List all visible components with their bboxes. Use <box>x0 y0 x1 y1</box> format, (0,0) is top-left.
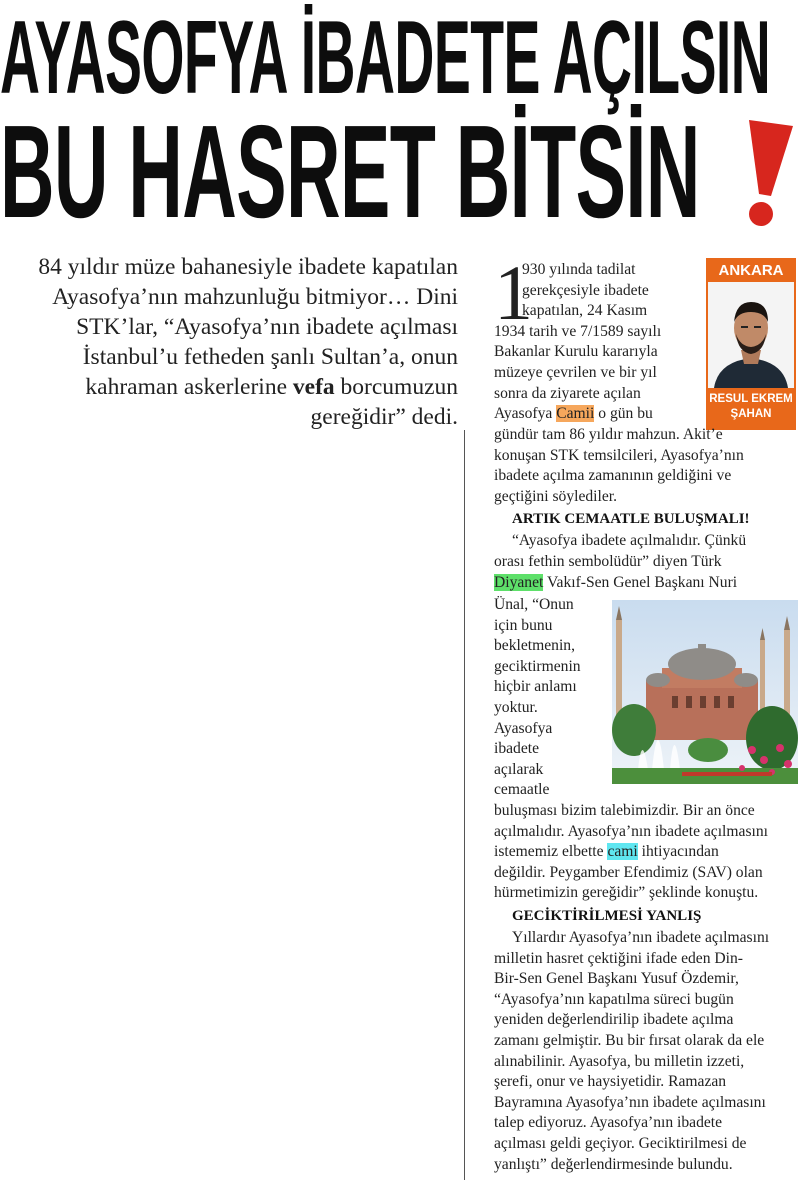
article-body <box>494 425 796 593</box>
wrap-line: cemaatle <box>494 781 550 799</box>
highlight-diyanet: Diyanet <box>494 573 544 591</box>
reporter-name-line-1: RESUL EKREM <box>709 393 793 405</box>
body-line <box>494 842 796 863</box>
body-line: konuşan STK temsilcileri, Ayasofya’nın <box>494 446 744 464</box>
body-line: hürmetimizin gereğidir” şeklinde konuştu. <box>494 884 759 902</box>
intro-line: gerekçesiyle ibadete <box>522 281 649 299</box>
body-line: “Ayasofya’nın kapatılma süreci bugün <box>494 990 734 1008</box>
body-line: Bayramına Ayasofya’nın ibadete açılmasını <box>494 1093 766 1111</box>
body-line: geçtiğini söylediler. <box>494 487 617 505</box>
lead-text-2: borcumuzun gereğidir” dedi. <box>310 374 458 430</box>
body-line: yeniden değerlendirilip ibadete açılma <box>494 1011 734 1029</box>
reporter-city: ANKARA <box>708 260 794 282</box>
intro-text: o gün bu <box>594 405 653 423</box>
wrap-line: Ünal, “Onun <box>494 596 574 613</box>
body-line: açılmalıdır. Ayasofya’nın ibadete açılmasını <box>494 822 768 840</box>
body-line: gündür tam 86 yıldır mahzun. Akit’e <box>494 426 723 443</box>
reporter-photo <box>708 282 794 388</box>
intro-line: kapatılan, 24 Kasım <box>522 302 648 320</box>
mosque-icon <box>612 600 798 784</box>
reporter-box <box>706 258 796 430</box>
lead-text-1: 84 yıldır müze bahanesiyle ibadete kapatılan Ayasofya’nın mahzunluğu bitmiyor… Dini STK’lar, “Ayasofya’nın ibadete açılması İstanbul’u fetheden şanlı Sultan’a, onun kahraman askerlerine <box>38 254 458 400</box>
highlight-camii: Camii <box>556 405 595 423</box>
article-body-lower <box>494 801 796 1175</box>
exclamation-icon <box>735 116 797 232</box>
body-line: milletin hasret çektiğini ifade eden Din- <box>494 949 743 967</box>
body-line: buluşması bizim talebimizdir. Bir an önce <box>494 802 755 819</box>
body-line: yanlıştı” değerlendirmesinde bulundu. <box>494 1155 733 1173</box>
body-line: değildir. Peygamber Efendimiz (SAV) olan <box>494 863 763 881</box>
wrap-line: açılarak <box>494 760 544 778</box>
highlight-cami: cami <box>607 843 638 861</box>
wrap-line: ibadete <box>494 740 540 758</box>
body-line: zamanı gelmiştir. Bu bir fırsat olarak da ele <box>494 1031 765 1049</box>
intro-line: müzeye çevrilen ve bir yıl <box>494 363 657 381</box>
lead-bold-word: vefa <box>292 374 335 400</box>
wrap-line: için bunu <box>494 616 553 634</box>
subheading-1: ARTIK CEMAATLE BULUŞMALI! <box>512 511 750 528</box>
body-line: şerefi, onur ve haysiyetidir. Ramazan <box>494 1073 727 1091</box>
body-line: ibadete açılma zamanının geldiğini ve <box>494 467 732 485</box>
intro-line: sonra da ziyarete açılan <box>494 384 641 402</box>
body-line: orası fethin sembolüdür” diyen Türk <box>494 552 722 570</box>
body-text: ihtiyacından <box>637 843 719 861</box>
lead-paragraph <box>8 252 458 432</box>
body-text: Vakıf-Sen Genel Başkanı Nuri <box>543 573 738 591</box>
body-line: Yıllardır Ayasofya’nın ibadete açılmasını <box>512 928 770 946</box>
reporter-name-line-2: ŞAHAN <box>730 408 772 420</box>
body-text: istememiz elbette <box>494 843 608 861</box>
body-line: “Ayasofya ibadete açılmalıdır. Çünkü <box>512 532 747 550</box>
wrap-line: geciktirmenin <box>494 657 581 675</box>
wrap-line: hiçbir anlamı <box>494 678 577 696</box>
hagia-sophia-photo <box>612 600 798 784</box>
wrap-line: yoktur. <box>494 698 538 716</box>
intro-line: Bakanlar Kurulu kararıyla <box>494 343 658 361</box>
headline-line-2: BU HASRET BİTSİN <box>0 98 700 245</box>
body-line: alınabilinir. Ayasofya, bu milletin izzeti, <box>494 1052 745 1070</box>
body-line: açılması geldi geçiyor. Geciktirilmesi de <box>494 1134 747 1152</box>
wrap-line: bekletmenin, <box>494 637 575 655</box>
intro-line: 1934 tarih ve 7/1589 sayılı <box>494 322 662 340</box>
body-line <box>494 573 796 594</box>
intro-text: Ayasofya <box>494 405 557 423</box>
column-divider <box>464 430 465 1180</box>
subheading-2: GECİKTİRİLMESİ YANLIŞ <box>512 907 702 924</box>
person-icon <box>708 282 794 388</box>
body-line: Bir-Sen Genel Başkanı Yusuf Özdemir, <box>494 970 739 988</box>
headline-line-1: AYASOFYA İBADETE AÇILSIN <box>0 0 771 116</box>
wrapped-text <box>494 595 610 801</box>
body-line: talep ediyoruz. Ayasofya’nın ibadete <box>494 1114 723 1132</box>
wrap-line: Ayasofya <box>494 719 553 737</box>
reporter-name <box>708 388 794 428</box>
drop-cap: 1 <box>494 249 533 336</box>
intro-line: 930 yılında tadilat <box>522 261 636 278</box>
